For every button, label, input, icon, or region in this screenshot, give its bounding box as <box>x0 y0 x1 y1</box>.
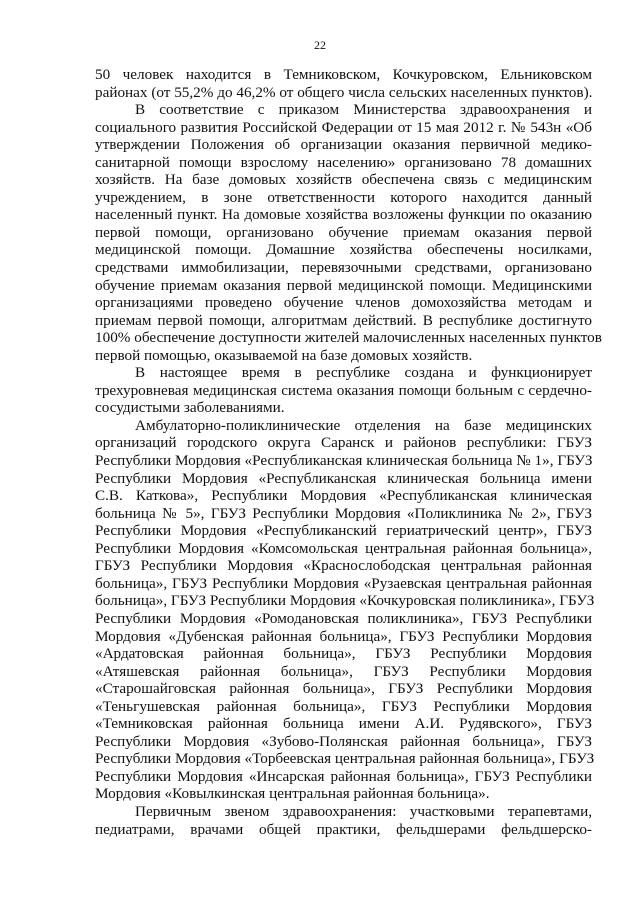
text-line: районах (от 55,2% до 46,2% от общего числа сельских населенных пунктов). <box>95 83 593 101</box>
text-line: населенный пункт. На домовые хозяйства возложены функции по оказанию <box>95 206 592 224</box>
text-line: 50 человек находится в Темниковском, Кочкуровском, Ельниковском <box>95 66 592 83</box>
text-line: Мордовия «Ковылкинская центральная районная больница». <box>95 785 490 803</box>
text-line: Республики Мордовия «Республиканская клиническая больница № 1», ГБУЗ <box>95 452 593 470</box>
text-line: «Ардатовская районная больница», ГБУЗ Республики Мордовия <box>95 645 592 663</box>
text-line: учреждением, в зоне ответственности которого находится данный <box>95 188 592 206</box>
text-line: «Теньгушевская районная больница», ГБУЗ Республики Мордовия <box>95 697 592 715</box>
text-line: обучение приемам оказания первой медицинской помощи. Медицинскими <box>95 276 592 294</box>
text-line: Республики Мордовия «Республиканский гериатрический центр», ГБУЗ <box>95 522 592 540</box>
paragraph <box>95 364 592 417</box>
text-line: первой помощью, оказываемой на базе домовых хозяйств. <box>95 346 473 364</box>
text-line: приемам первой помощи, алгоритмам действий. В республике достигнуто <box>95 311 592 329</box>
text-line: «Старошайговская районная больница», ГБУЗ Республики Мордовия <box>95 680 592 698</box>
text-line: «Темниковская районная больница имени А.И. Рудявского», ГБУЗ <box>95 715 592 733</box>
page-number: 22 <box>314 38 326 52</box>
text-line: Республики Мордовия «Инсарская районная больница», ГБУЗ Республики <box>95 767 592 785</box>
text-line: организаций городского округа Саранск и районов республики: ГБУЗ <box>95 434 592 452</box>
text-line: В соответствие с приказом Министерства здравоохранения и <box>135 101 592 119</box>
text-line: социального развития Российской Федерации от 15 мая 2012 г. № 543н «Об <box>95 118 592 136</box>
text-line: больница № 5», ГБУЗ Республики Мордовия «Поликлиника № 2», ГБУЗ <box>95 504 592 522</box>
text-line: педиатрами, врачами общей практики, фельдшерами фельдшерско- <box>95 820 592 838</box>
paragraph <box>95 416 595 803</box>
text-line: Амбулаторно-поликлинические отделения на базе медицинских <box>135 416 592 434</box>
paragraph <box>95 101 602 364</box>
text-line: средствами иммобилизации, перевязочными средствами, организовано <box>95 259 592 277</box>
text-line: хозяйств. На базе домовых хозяйств обеспечена связь с медицинским <box>95 171 592 189</box>
text-line: санитарной помощи взрослому населению» организовано 78 домашних <box>95 153 592 171</box>
text-line: Республики Мордовия «Ромодановская поликлиника», ГБУЗ Республики <box>95 609 592 627</box>
text-line: «Атяшевская районная больница», ГБУЗ Республики Мордовия <box>95 662 592 680</box>
text-line: первой помощи, организовано обучение приемам оказания первой <box>95 223 592 241</box>
text-line: организациями проведено обучение членов домохозяйства методам и <box>95 294 592 312</box>
text-line: Республики Мордовия «Республиканская клиническая больница имени <box>95 469 592 487</box>
paragraph <box>95 803 592 838</box>
text-line: Республики Мордовия «Торбеевская центральная районная больница», ГБУЗ <box>95 750 595 768</box>
text-line: ГБУЗ Республики Мордовия «Краснослободская центральная районная <box>95 557 592 575</box>
text-line: Республики Мордовия «Комсомольская центральная районная больница», <box>95 539 592 557</box>
text-line: С.В. Каткова», Республики Мордовия «Республиканская клиническая <box>95 487 592 505</box>
text-line: больница», ГБУЗ Республики Мордовия «Кочкуровская поликлиника», ГБУЗ <box>95 592 595 610</box>
text-line: Мордовия «Дубенская районная больница», ГБУЗ Республики Мордовия <box>95 627 592 645</box>
text-line: Республики Мордовия «Зубово-Полянская районная больница», ГБУЗ <box>95 732 592 750</box>
text-line: больница», ГБУЗ Республики Мордовия «Рузаевская центральная районная <box>95 574 592 592</box>
paragraph <box>95 66 592 101</box>
text-line: В настоящее время в республике создана и функционирует <box>135 364 592 382</box>
text-line: трехуровневая медицинская система оказания помощи больным с сердечно- <box>95 381 592 399</box>
text-line: медицинской помощи. Домашние хозяйства обеспечены носилками, <box>95 241 592 259</box>
document-body <box>95 66 602 838</box>
text-line: Первичным звеном здравоохранения: участковыми терапевтами, <box>135 802 592 820</box>
text-line: утверждении Положения об организации оказания первичной медико- <box>95 136 592 154</box>
text-line: 100% обеспечение доступности жителей малочисленных населенных пунктов <box>95 329 602 347</box>
text-line: сосудистыми заболеваниями. <box>95 399 285 417</box>
